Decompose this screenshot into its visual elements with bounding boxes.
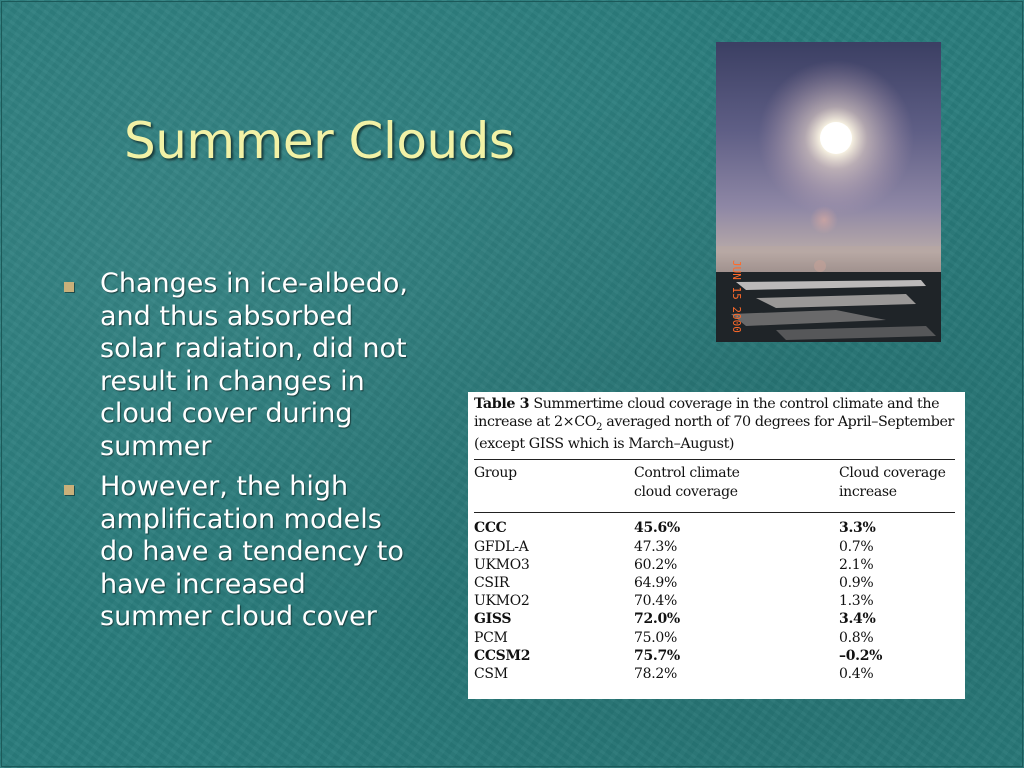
cell-increase: 0.8% — [839, 629, 874, 646]
table-caption — [474, 396, 955, 453]
table-row — [474, 629, 955, 647]
cell-increase: 0.9% — [839, 574, 874, 591]
square-bullet-icon — [64, 282, 74, 292]
table-row — [474, 556, 955, 574]
cloud-coverage-table-card — [468, 392, 965, 699]
cell-group: GISS — [474, 611, 512, 628]
cell-group: CSM — [474, 665, 508, 682]
bullet-item — [62, 268, 422, 463]
cell-control: 45.6% — [634, 520, 680, 537]
square-bullet-icon — [64, 485, 74, 495]
cell-increase: 2.1% — [839, 556, 874, 573]
table-row — [474, 610, 955, 628]
sun — [820, 122, 852, 154]
cell-group: CCSM2 — [474, 647, 531, 664]
cell-group: CCC — [474, 520, 507, 537]
cell-control: 75.0% — [634, 629, 677, 646]
table-caption-subscript: 2 — [596, 421, 603, 433]
cloud-coverage-table — [474, 459, 955, 683]
cell-increase: 0.4% — [839, 665, 874, 682]
slide-title: Summer Clouds — [124, 112, 515, 170]
table-row — [474, 665, 955, 683]
bullet-list — [62, 268, 422, 642]
cell-control: 64.9% — [634, 574, 677, 591]
table-caption-text-cont: averaged north of 70 degrees for April–September (except GISS which is March–August) — [474, 413, 954, 452]
cell-increase: 3.4% — [839, 611, 876, 628]
table-row — [474, 538, 955, 556]
cell-control: 75.7% — [634, 647, 680, 664]
cell-control: 60.2% — [634, 556, 677, 573]
cell-control: 78.2% — [634, 665, 677, 682]
bullet-text: Changes in ice-albedo, and thus absorbed solar radiation, did not result in changes in cloud cover during summer — [100, 268, 408, 462]
bullet-item — [62, 471, 422, 634]
table-row — [474, 574, 955, 592]
lens-flare — [810, 206, 838, 234]
horizon-band — [716, 246, 941, 276]
cell-increase: –0.2% — [839, 647, 883, 664]
table-header-row — [474, 460, 955, 513]
photo-date-stamp: JUN 15 2000 — [730, 260, 743, 333]
cell-group: CSIR — [474, 574, 510, 591]
cell-increase: 1.3% — [839, 593, 874, 610]
table-row — [474, 592, 955, 610]
table-caption-text: Summertime cloud coverage in the control climate and the increase at 2×CO — [474, 396, 940, 430]
cell-group: UKMO2 — [474, 593, 530, 610]
table-caption-label: Table 3 — [474, 396, 530, 412]
cell-increase: 0.7% — [839, 538, 874, 555]
photo-illustration — [716, 42, 941, 342]
table-row — [474, 513, 955, 538]
cell-group: PCM — [474, 629, 508, 646]
cell-control: 72.0% — [634, 611, 680, 628]
cell-group: UKMO3 — [474, 556, 530, 573]
col-header-group: Group — [474, 460, 634, 513]
cell-group: GFDL-A — [474, 538, 529, 555]
table-body — [474, 513, 955, 683]
col-header-control: Control climate cloud coverage — [634, 460, 839, 513]
arctic-sun-photo — [716, 42, 941, 342]
cell-control: 47.3% — [634, 538, 677, 555]
col-header-increase: Cloud coverage increase — [839, 460, 955, 513]
cell-control: 70.4% — [634, 593, 677, 610]
table-row — [474, 647, 955, 665]
bullet-text: However, the high amplification models do have a tendency to have increased summer cloud cover — [100, 471, 404, 632]
cell-increase: 3.3% — [839, 520, 876, 537]
